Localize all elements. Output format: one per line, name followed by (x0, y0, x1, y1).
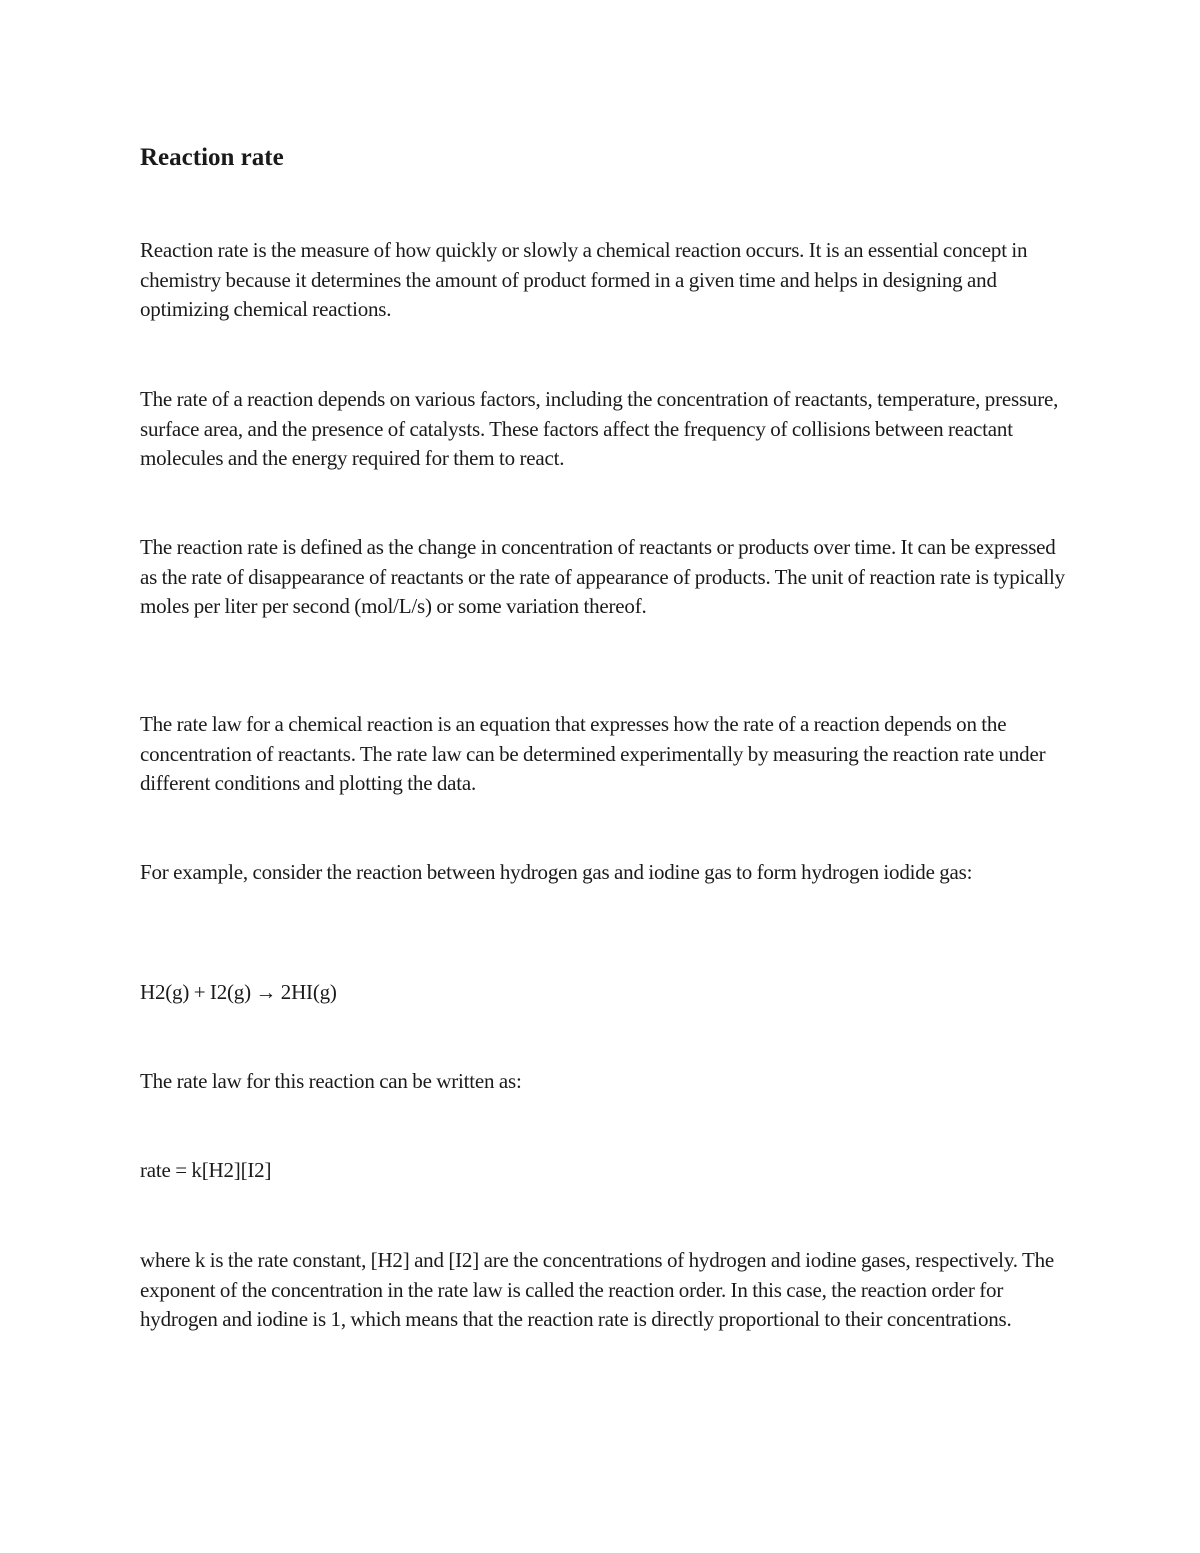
reaction-equation: H2(g) + I2(g) → 2HI(g) (140, 980, 337, 1004)
paragraph-rate-law: The rate law for a chemical reaction is an equation that expresses how the rate of a reaction depends on the concentration of reactants. The rate law can be determined experimentally by measuring the reaction rate under different conditions and plotting the data. (140, 712, 1046, 795)
document-title: Reaction rate (140, 144, 284, 171)
paragraph-units: The reaction rate is defined as the change in concentration of reactants or products over time. It can be expressed as the rate of disappearance of reactants or the rate of appearance of products. The unit of reaction rate is typically moles per liter per second (mol/L/s) or some variation thereof. (140, 535, 1065, 618)
paragraph-definition: Reaction rate is the measure of how quickly or slowly a chemical reaction occurs. It is an essential concept in chemistry because it determines the amount of product formed in a given time and helps in designing and optimizing chemical reactions. (140, 238, 1028, 321)
paragraph-rate-law-intro: The rate law for this reaction can be written as: (140, 1069, 522, 1093)
paragraph-factors: The rate of a reaction depends on various factors, including the concentration of reactants, temperature, pressure, surface area, and the presence of catalysts. These factors affect the frequency of collisions between reactant molecules and the energy required for them to react. (140, 387, 1059, 470)
rate-law-equation: rate = k[H2][I2] (140, 1158, 272, 1182)
paragraph-reaction-order: where k is the rate constant, [H2] and [I2] are the concentrations of hydrogen and iodine gases, respectively. The exponent of the concentration in the rate law is called the reaction order. In this case, the reaction order for hydrogen and iodine is 1, which means that the reaction rate is directly proportional to their concentrations. (140, 1248, 1055, 1331)
paragraph-example: For example, consider the reaction between hydrogen gas and iodine gas to form hydrogen iodide gas: (140, 860, 973, 884)
